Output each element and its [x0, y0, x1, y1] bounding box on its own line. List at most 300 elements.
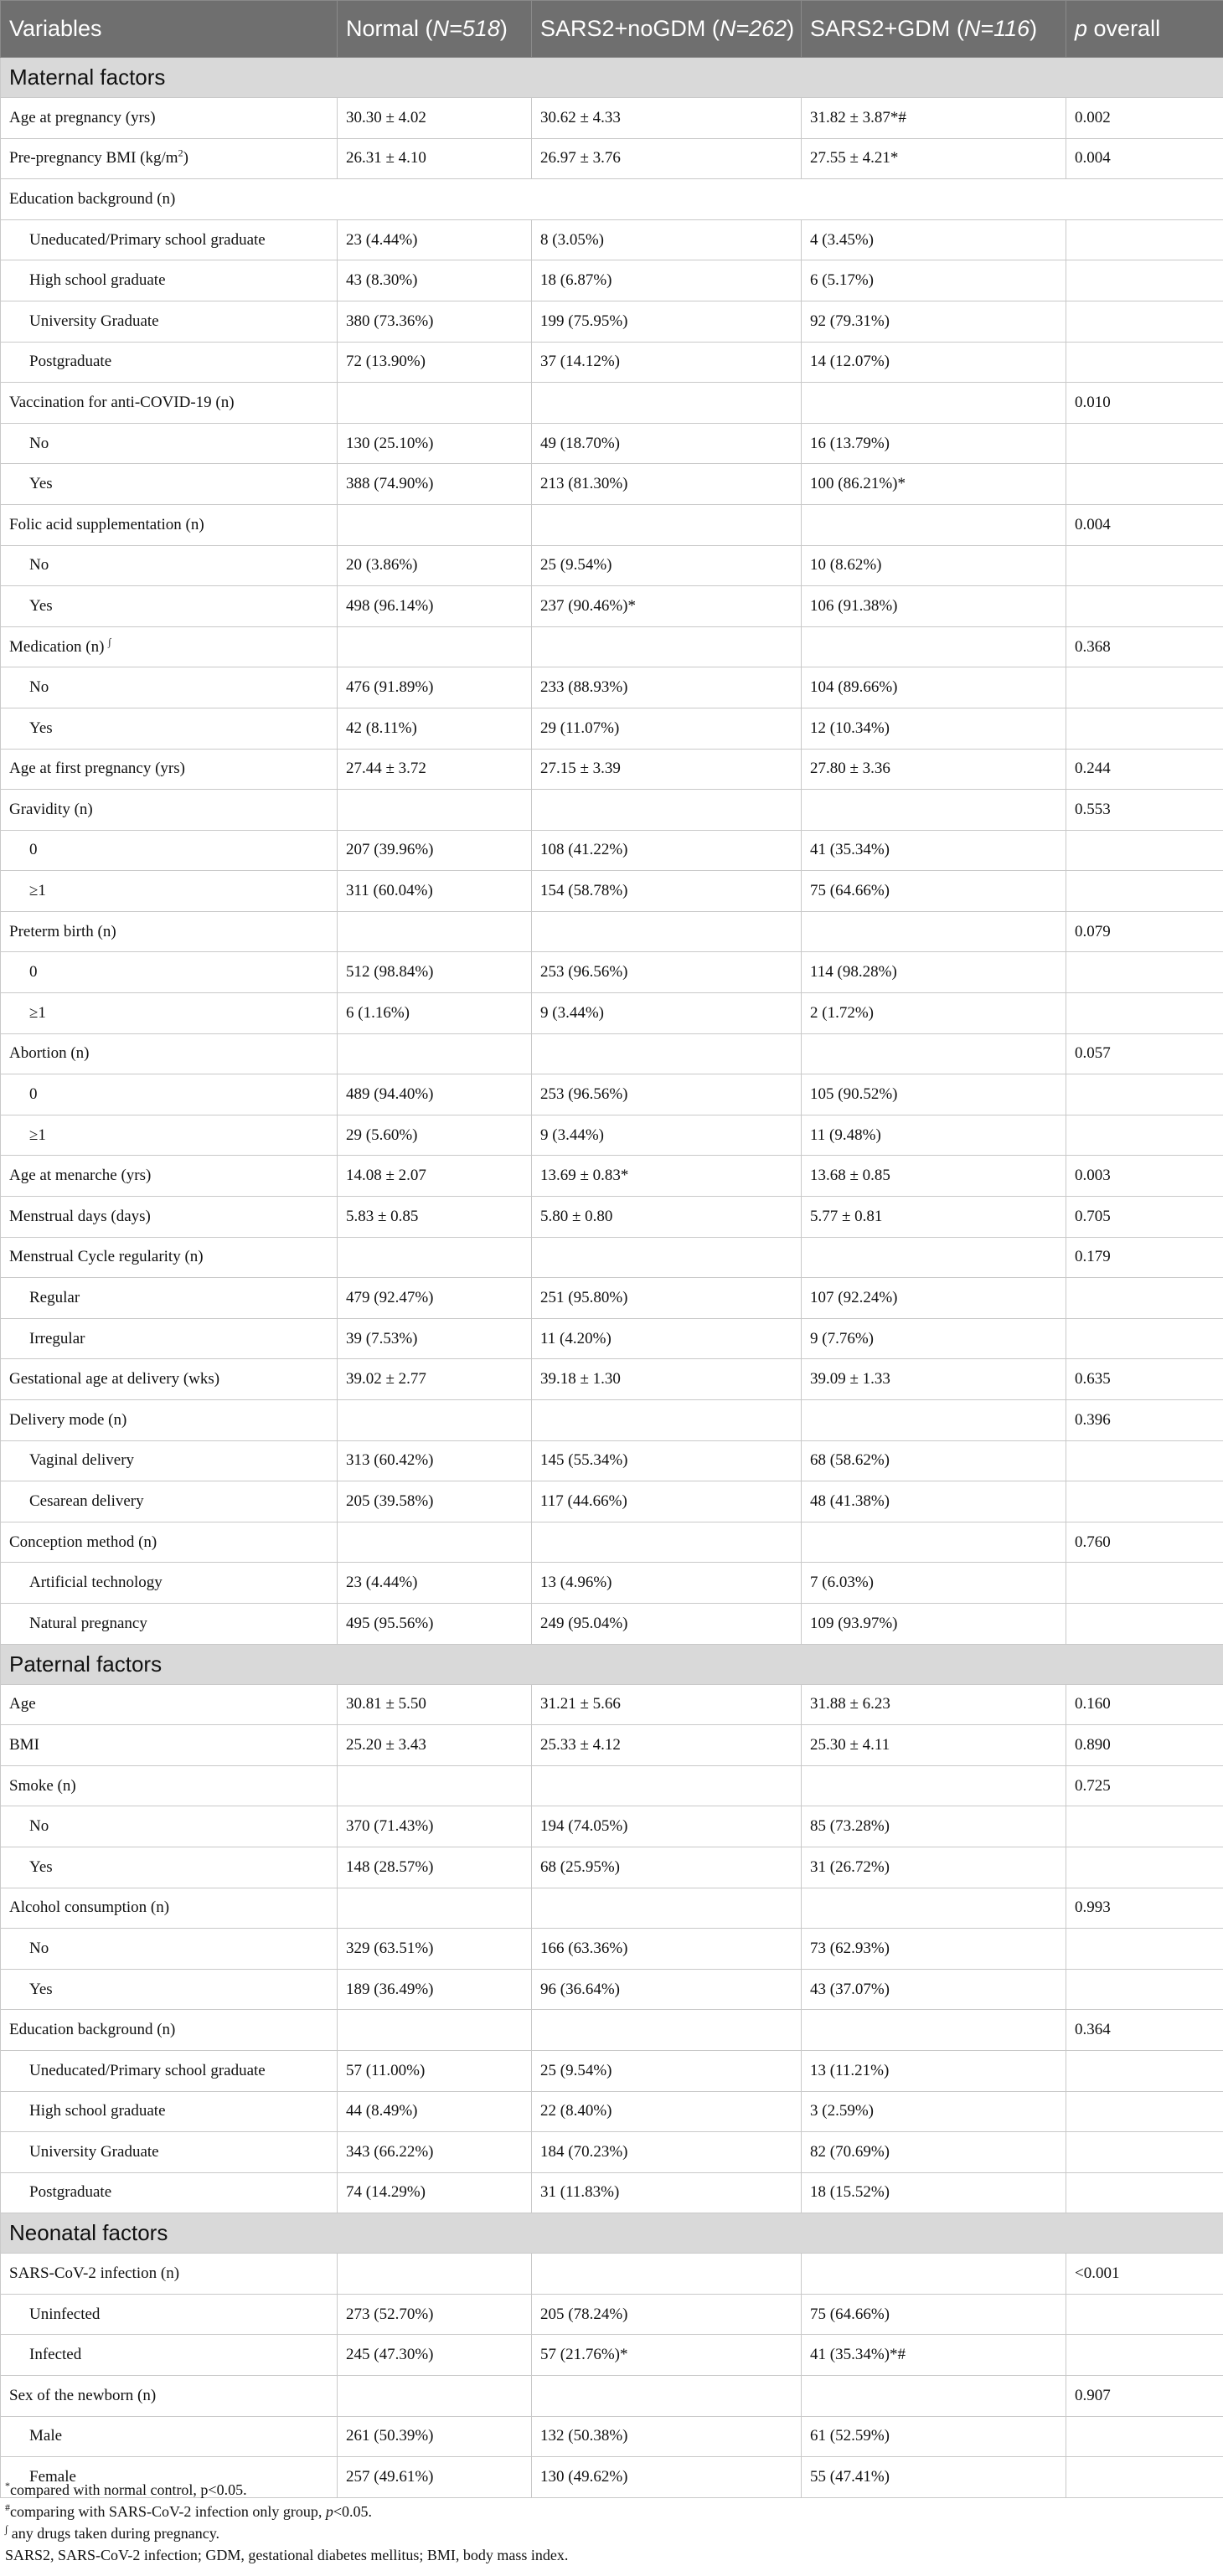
cell-normal	[338, 383, 532, 424]
cell-sars2-nogdm: 57 (21.76%)*	[532, 2335, 802, 2376]
cell-p-value: 0.553	[1066, 790, 1223, 831]
row-label	[1, 1115, 338, 1156]
row-label	[1, 2010, 338, 2051]
cell-normal: 495 (95.56%)	[338, 1603, 532, 1644]
table-row	[1, 1603, 1223, 1644]
cell-sars2-nogdm: 13 (4.96%)	[532, 1563, 802, 1604]
row-label	[1, 1522, 338, 1563]
footnote-text: comparing with SARS-CoV-2 infection only group,	[10, 2503, 326, 2520]
cell-sars2-nogdm: 31.21 ± 5.66	[532, 1684, 802, 1725]
cell-sars2-gdm: 68 (58.62%)	[802, 1440, 1066, 1481]
row-label-text: ≥1	[29, 1003, 46, 1022]
cell-normal: 273 (52.70%)	[338, 2294, 532, 2335]
table-row	[1, 2335, 1223, 2376]
row-label	[1, 1847, 338, 1888]
cell-p-value	[1066, 1440, 1223, 1481]
row-label	[1, 790, 338, 831]
row-label	[1, 301, 338, 342]
table-row	[1, 952, 1223, 993]
row-label-text: 0	[29, 963, 38, 981]
cell-normal: 43 (8.30%)	[338, 260, 532, 301]
table-row	[1, 1563, 1223, 1604]
footnote	[5, 2501, 568, 2522]
cell-normal	[338, 2254, 532, 2295]
cell-normal: 380 (73.36%)	[338, 301, 532, 342]
section-title: Paternal factors	[1, 1644, 1223, 1684]
cell-sars2-gdm	[802, 383, 1066, 424]
table-row	[1, 1929, 1223, 1970]
cell-sars2-gdm: 92 (79.31%)	[802, 301, 1066, 342]
footnote-mark: *	[5, 2480, 10, 2491]
cell-p-value	[1066, 301, 1223, 342]
row-label-text: Preterm birth (n)	[9, 922, 116, 940]
cell-sars2-nogdm: 154 (58.78%)	[532, 871, 802, 912]
table-row	[1, 98, 1223, 139]
cell-sars2-nogdm	[532, 1400, 802, 1441]
table-row	[1, 1969, 1223, 2010]
cell-normal: 189 (36.49%)	[338, 1969, 532, 2010]
row-label-text: Education background (n)	[9, 189, 176, 208]
row-label-text: Infected	[29, 2346, 82, 2364]
row-label-text: Postgraduate	[29, 353, 112, 371]
cell-normal	[338, 1237, 532, 1278]
cell-p-value	[1066, 464, 1223, 505]
cell-sars2-nogdm: 205 (78.24%)	[532, 2294, 802, 2335]
cell-p-value: 0.705	[1066, 1197, 1223, 1238]
row-label	[1, 667, 338, 708]
row-label	[1, 545, 338, 586]
cell-sars2-nogdm: 108 (41.22%)	[532, 830, 802, 871]
footnote-italic: p	[325, 2503, 333, 2520]
table-row	[1, 179, 1223, 220]
table-row	[1, 2376, 1223, 2417]
row-label-text: Age at first pregnancy (yrs)	[9, 760, 185, 778]
cell-p-value	[1066, 830, 1223, 871]
cell-sars2-nogdm: 8 (3.05%)	[532, 219, 802, 260]
row-label	[1, 2335, 338, 2376]
cell-normal: 44 (8.49%)	[338, 2091, 532, 2132]
cell-p-value	[1066, 1115, 1223, 1156]
table-row	[1, 301, 1223, 342]
row-label	[1, 830, 338, 871]
cell-sars2-nogdm: 30.62 ± 4.33	[532, 98, 802, 139]
cell-normal	[338, 504, 532, 545]
cell-sars2-nogdm	[532, 383, 802, 424]
cell-normal: 23 (4.44%)	[338, 219, 532, 260]
cell-sars2-gdm: 43 (37.07%)	[802, 1969, 1066, 2010]
cell-sars2-gdm: 16 (13.79%)	[802, 423, 1066, 464]
cell-normal: 39 (7.53%)	[338, 1318, 532, 1359]
cell-sars2-nogdm: 37 (14.12%)	[532, 342, 802, 383]
cell-sars2-nogdm: 5.80 ± 0.80	[532, 1197, 802, 1238]
label-superscript: ∫	[108, 636, 111, 648]
cell-sars2-nogdm	[532, 1888, 802, 1929]
row-label	[1, 708, 338, 749]
row-label	[1, 1400, 338, 1441]
cell-sars2-nogdm: 253 (96.56%)	[532, 952, 802, 993]
cell-sars2-gdm: 39.09 ± 1.33	[802, 1359, 1066, 1400]
cell-sars2-gdm: 85 (73.28%)	[802, 1806, 1066, 1847]
row-label-text: No	[29, 434, 49, 452]
cell-p-value	[1066, 586, 1223, 627]
table-row	[1, 342, 1223, 383]
row-label	[1, 1725, 338, 1766]
row-label-text: Sex of the newborn (n)	[9, 2386, 157, 2404]
row-label-text: No	[29, 1939, 49, 1957]
cell-p-value	[1066, 2172, 1223, 2213]
cell-p-value: 0.907	[1066, 2376, 1223, 2417]
cell-sars2-nogdm	[532, 790, 802, 831]
cell-p-value: 0.004	[1066, 138, 1223, 179]
row-label	[1, 1603, 338, 1644]
table-row	[1, 2416, 1223, 2457]
label-superscript: 2	[178, 147, 183, 160]
cell-sars2-gdm: 75 (64.66%)	[802, 2294, 1066, 2335]
table-row	[1, 138, 1223, 179]
cell-sars2-nogdm: 26.97 ± 3.76	[532, 138, 802, 179]
row-label	[1, 586, 338, 627]
cell-p-value: 0.002	[1066, 98, 1223, 139]
footnote-text: any drugs taken during pregnancy.	[8, 2525, 220, 2542]
row-label	[1, 749, 338, 790]
cell-sars2-gdm: 5.77 ± 0.81	[802, 1197, 1066, 1238]
cell-sars2-gdm: 14 (12.07%)	[802, 342, 1066, 383]
cell-p-value	[1066, 952, 1223, 993]
cell-p-value	[1066, 2132, 1223, 2173]
cell-normal: 29 (5.60%)	[338, 1115, 532, 1156]
row-label-text: SARS-CoV-2 infection (n)	[9, 2264, 180, 2283]
cell-sars2-gdm: 31.82 ± 3.87*#	[802, 98, 1066, 139]
row-label	[1, 1765, 338, 1806]
row-label	[1, 871, 338, 912]
row-label-text: Uninfected	[29, 2305, 101, 2323]
cell-p-value	[1066, 1563, 1223, 1604]
cell-sars2-nogdm: 199 (75.95%)	[532, 301, 802, 342]
row-label-text: No	[29, 556, 49, 574]
row-label-text: Yes	[29, 1857, 53, 1876]
cell-normal: 498 (96.14%)	[338, 586, 532, 627]
row-label-text: 0	[29, 1085, 38, 1104]
cell-sars2-gdm	[802, 504, 1066, 545]
row-label-text: Folic acid supplementation (n)	[9, 515, 204, 533]
cell-normal: 39.02 ± 2.77	[338, 1359, 532, 1400]
cell-sars2-gdm: 82 (70.69%)	[802, 2132, 1066, 2173]
row-label	[1, 2132, 338, 2173]
cell-p-value	[1066, 1318, 1223, 1359]
row-label	[1, 342, 338, 383]
row-label-text: Artificial technology	[29, 1574, 163, 1592]
cell-sars2-nogdm	[532, 1237, 802, 1278]
cell-p-value	[1066, 342, 1223, 383]
cell-sars2-gdm: 107 (92.24%)	[802, 1278, 1066, 1319]
table-row	[1, 1278, 1223, 1319]
table-row	[1, 1684, 1223, 1725]
cell-sars2-nogdm: 18 (6.87%)	[532, 260, 802, 301]
table-row	[1, 2010, 1223, 2051]
table-row	[1, 1400, 1223, 1441]
cell-sars2-gdm	[802, 2376, 1066, 2417]
cell-sars2-gdm	[802, 1033, 1066, 1074]
row-label-text: Education background (n)	[9, 2021, 176, 2039]
row-label	[1, 2091, 338, 2132]
row-label-text: No	[29, 678, 49, 697]
cell-p-value: 0.396	[1066, 1400, 1223, 1441]
cell-p-value	[1066, 1929, 1223, 1970]
label-suffix: )	[183, 149, 188, 167]
footnote-mark: ∫	[5, 2523, 8, 2535]
cell-p-value	[1066, 2457, 1223, 2498]
row-label-text: Gestational age at delivery (wks)	[9, 1370, 220, 1388]
row-label-text: Vaccination for anti-COVID-19 (n)	[9, 393, 235, 411]
table-row	[1, 1522, 1223, 1563]
cell-sars2-nogdm: 249 (95.04%)	[532, 1603, 802, 1644]
cell-sars2-nogdm: 49 (18.70%)	[532, 423, 802, 464]
row-label-text: Cesarean delivery	[29, 1492, 144, 1510]
cell-sars2-gdm: 27.80 ± 3.36	[802, 749, 1066, 790]
table-row	[1, 1197, 1223, 1238]
cell-p-value	[1066, 871, 1223, 912]
cell-normal: 343 (66.22%)	[338, 2132, 532, 2173]
row-label	[1, 1359, 338, 1400]
cell-p-value	[1066, 1603, 1223, 1644]
table-row	[1, 911, 1223, 952]
table-row	[1, 1074, 1223, 1115]
cell-sars2-gdm	[802, 626, 1066, 667]
row-label	[1, 504, 338, 545]
cell-sars2-gdm: 6 (5.17%)	[802, 260, 1066, 301]
row-label-text: Regular	[29, 1289, 80, 1307]
row-label	[1, 626, 338, 667]
row-label-text: Medication (n)	[9, 637, 109, 656]
cell-sars2-gdm	[802, 2010, 1066, 2051]
table-row	[1, 1440, 1223, 1481]
cell-sars2-nogdm: 117 (44.66%)	[532, 1481, 802, 1522]
cell-normal	[338, 790, 532, 831]
cell-normal: 42 (8.11%)	[338, 708, 532, 749]
section-header-row	[1, 58, 1223, 98]
cell-normal: 512 (98.84%)	[338, 952, 532, 993]
row-label	[1, 1156, 338, 1197]
row-label-text: Gravidity (n)	[9, 800, 93, 818]
row-label-text: Yes	[29, 596, 53, 615]
cell-normal: 25.20 ± 3.43	[338, 1725, 532, 1766]
table-row	[1, 993, 1223, 1034]
footnotes	[5, 2479, 568, 2566]
cell-p-value: 0.160	[1066, 1684, 1223, 1725]
row-label-text: University Graduate	[29, 312, 159, 330]
cell-sars2-gdm: 12 (10.34%)	[802, 708, 1066, 749]
table-row	[1, 626, 1223, 667]
row-label-text: High school graduate	[29, 2102, 166, 2120]
row-label	[1, 1563, 338, 1604]
row-label	[1, 2254, 338, 2295]
cell-normal	[338, 2010, 532, 2051]
row-label-text: Delivery mode (n)	[9, 1410, 127, 1429]
row-label-text: Natural pregnancy	[29, 1614, 147, 1632]
row-label	[1, 1440, 338, 1481]
table-row	[1, 1115, 1223, 1156]
cell-sars2-nogdm: 96 (36.64%)	[532, 1969, 802, 2010]
cell-normal: 30.30 ± 4.02	[338, 98, 532, 139]
cell-normal: 30.81 ± 5.50	[338, 1684, 532, 1725]
cell-sars2-nogdm	[532, 2376, 802, 2417]
header-p-overall: p overall	[1066, 1, 1223, 58]
cell-normal: 370 (71.43%)	[338, 1806, 532, 1847]
table-row	[1, 749, 1223, 790]
cell-sars2-nogdm	[532, 1033, 802, 1074]
cell-p-value: 0.057	[1066, 1033, 1223, 1074]
row-label-text: ≥1	[29, 1126, 46, 1144]
row-label-text: Abortion (n)	[9, 1044, 90, 1063]
cell-sars2-gdm	[802, 1237, 1066, 1278]
cell-sars2-gdm: 11 (9.48%)	[802, 1115, 1066, 1156]
cell-p-value: 0.364	[1066, 2010, 1223, 2051]
cell-p-value: 0.004	[1066, 504, 1223, 545]
row-label-text: No	[29, 1817, 49, 1836]
cell-sars2-gdm: 25.30 ± 4.11	[802, 1725, 1066, 1766]
row-label-text: Uneducated/Primary school graduate	[29, 230, 266, 249]
cell-p-value: 0.760	[1066, 1522, 1223, 1563]
row-label	[1, 1074, 338, 1115]
header-sars2-nogdm: SARS2+noGDM (N=262)	[532, 1, 802, 58]
cell-p-value	[1066, 219, 1223, 260]
cell-p-value	[1066, 708, 1223, 749]
cell-sars2-gdm: 106 (91.38%)	[802, 586, 1066, 627]
table-row	[1, 1806, 1223, 1847]
row-label	[1, 2416, 338, 2457]
row-label-text: Female	[29, 2468, 76, 2486]
cell-sars2-nogdm: 29 (11.07%)	[532, 708, 802, 749]
table-row	[1, 1481, 1223, 1522]
cell-sars2-nogdm	[532, 1522, 802, 1563]
cell-p-value: 0.179	[1066, 1237, 1223, 1278]
table-row	[1, 2294, 1223, 2335]
row-label-text: Irregular	[29, 1329, 85, 1347]
footnote-text: compared with normal control, p<0.05.	[10, 2481, 247, 2498]
cell-p-value	[1066, 545, 1223, 586]
cell-p-value: 0.010	[1066, 383, 1223, 424]
cell-normal	[338, 626, 532, 667]
cell-normal: 489 (94.40%)	[338, 1074, 532, 1115]
footnote	[5, 2522, 568, 2544]
cell-sars2-gdm: 104 (89.66%)	[802, 667, 1066, 708]
row-label	[1, 98, 338, 139]
row-label	[1, 383, 338, 424]
section-title: Maternal factors	[1, 58, 1223, 98]
cell-sars2-nogdm: 9 (3.44%)	[532, 993, 802, 1034]
cell-sars2-nogdm: 145 (55.34%)	[532, 1440, 802, 1481]
table-row	[1, 830, 1223, 871]
cell-sars2-gdm: 9 (7.76%)	[802, 1318, 1066, 1359]
cell-sars2-nogdm: 251 (95.80%)	[532, 1278, 802, 1319]
row-label-text: Alcohol consumption (n)	[9, 1899, 170, 1917]
cell-p-value: 0.003	[1066, 1156, 1223, 1197]
row-label	[1, 2376, 338, 2417]
cell-sars2-nogdm: 184 (70.23%)	[532, 2132, 802, 2173]
footnote	[5, 2544, 568, 2566]
table-row	[1, 2254, 1223, 2295]
table-row	[1, 2050, 1223, 2091]
cell-sars2-nogdm: 25 (9.54%)	[532, 545, 802, 586]
table-row	[1, 1765, 1223, 1806]
row-label-text: Male	[29, 2427, 63, 2445]
cell-sars2-nogdm	[532, 626, 802, 667]
row-label-text: Menstrual Cycle regularity (n)	[9, 1248, 204, 1266]
row-label-text: University Graduate	[29, 2142, 159, 2161]
table-row	[1, 708, 1223, 749]
row-label	[1, 1033, 338, 1074]
table-row	[1, 1156, 1223, 1197]
cell-sars2-gdm: 18 (15.52%)	[802, 2172, 1066, 2213]
cell-p-value	[1066, 1806, 1223, 1847]
row-label-text: ≥1	[29, 882, 46, 900]
table-row	[1, 423, 1223, 464]
cell-normal	[338, 1888, 532, 1929]
cell-normal: 130 (25.10%)	[338, 423, 532, 464]
row-label	[1, 219, 338, 260]
table-row	[1, 1318, 1223, 1359]
cell-normal: 20 (3.86%)	[338, 545, 532, 586]
row-label-text: Menstrual days (days)	[9, 1207, 151, 1225]
cell-sars2-nogdm: 11 (4.20%)	[532, 1318, 802, 1359]
row-label-text: Yes	[29, 719, 53, 737]
row-label	[1, 1318, 338, 1359]
header-normal: Normal (N=518)	[338, 1, 532, 58]
table-row	[1, 586, 1223, 627]
cell-sars2-nogdm: 27.15 ± 3.39	[532, 749, 802, 790]
table-row	[1, 219, 1223, 260]
table-row	[1, 790, 1223, 831]
table-header-row	[1, 1, 1223, 58]
cell-p-value	[1066, 1481, 1223, 1522]
table-row	[1, 2091, 1223, 2132]
cell-sars2-gdm: 55 (47.41%)	[802, 2457, 1066, 2498]
table-row	[1, 504, 1223, 545]
table-row	[1, 260, 1223, 301]
cell-p-value	[1066, 993, 1223, 1034]
cell-normal: 388 (74.90%)	[338, 464, 532, 505]
cell-sars2-nogdm: 194 (74.05%)	[532, 1806, 802, 1847]
cell-p-value: 0.244	[1066, 749, 1223, 790]
cell-normal: 27.44 ± 3.72	[338, 749, 532, 790]
cell-sars2-gdm	[802, 1888, 1066, 1929]
cell-sars2-gdm	[802, 2254, 1066, 2295]
table-row	[1, 1237, 1223, 1278]
cell-normal: 74 (14.29%)	[338, 2172, 532, 2213]
cell-sars2-gdm: 48 (41.38%)	[802, 1481, 1066, 1522]
row-label	[1, 911, 338, 952]
row-label-text: Vaginal delivery	[29, 1451, 135, 1470]
cell-p-value: 0.635	[1066, 1359, 1223, 1400]
cell-sars2-gdm: 61 (52.59%)	[802, 2416, 1066, 2457]
table-row	[1, 383, 1223, 424]
cell-p-value	[1066, 1074, 1223, 1115]
cell-p-value	[1066, 1278, 1223, 1319]
header-variables: Variables	[1, 1, 338, 58]
row-label	[1, 2172, 338, 2213]
cell-p-value: 0.993	[1066, 1888, 1223, 1929]
row-label	[1, 1278, 338, 1319]
cell-sars2-nogdm	[532, 1765, 802, 1806]
cell-sars2-nogdm: 233 (88.93%)	[532, 667, 802, 708]
footnote-suffix: <0.05.	[333, 2503, 372, 2520]
footnote-text: SARS2, SARS-CoV-2 infection; GDM, gestational diabetes mellitus; BMI, body mass index.	[5, 2547, 569, 2563]
cell-p-value: 0.079	[1066, 911, 1223, 952]
cell-p-value: 0.890	[1066, 1725, 1223, 1766]
row-label-text: Conception method (n)	[9, 1533, 157, 1551]
table-row	[1, 1725, 1223, 1766]
cell-p-value	[1066, 2050, 1223, 2091]
